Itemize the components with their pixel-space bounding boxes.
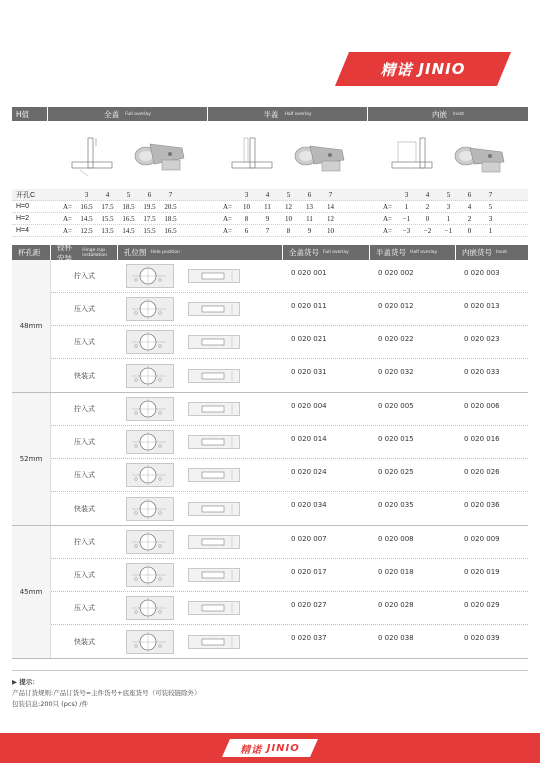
full-overlay-code: 0 020 004	[291, 402, 327, 410]
mount-type: 压入式	[74, 438, 95, 446]
group-half-overlay-header: 半盖 Half overlay	[208, 107, 368, 121]
full-overlay-code: 0 020 011	[291, 302, 327, 310]
table-row	[51, 393, 528, 426]
cup-hole-diagram-icon	[126, 530, 174, 554]
mounting-plate-diagram-icon	[188, 535, 240, 549]
brand-banner	[335, 52, 511, 86]
full-overlay-code: 0 020 024	[291, 468, 327, 476]
mounting-plate-diagram-icon	[188, 468, 240, 482]
overlay-spec-header	[12, 107, 528, 121]
cup-hole-diagram-icon	[126, 297, 174, 321]
article-number-table	[12, 242, 528, 659]
hole-position-cell	[118, 260, 283, 292]
full-overlay-code: 0 020 037	[291, 634, 327, 642]
full-overlay-hinge-image	[132, 134, 186, 176]
hole-position-cell	[118, 592, 283, 624]
table-row	[51, 359, 528, 392]
half-overlay-code: 0 020 032	[378, 368, 414, 376]
table-row	[51, 559, 528, 592]
inset-code: 0 020 033	[464, 368, 500, 376]
mount-type: 压入式	[74, 604, 95, 612]
inset-images	[368, 121, 528, 189]
table-row	[51, 326, 528, 359]
cup-hole-diagram-icon	[126, 397, 174, 421]
cup-distance-block	[12, 260, 528, 393]
table-row	[51, 260, 528, 293]
group-inset-header: 内嵌 Inset	[431, 109, 465, 119]
cup-installation-header: 铰杯安装 Hinge cup installation	[51, 245, 118, 260]
inset-code: 0 020 003	[464, 269, 500, 277]
half-overlay-code: 0 020 022	[378, 335, 414, 343]
notes-title: ▶ 提示：	[12, 678, 39, 686]
overlay-spec-table	[12, 107, 528, 237]
inset-code: 0 020 013	[464, 302, 500, 310]
full-overlay-diagram-icon	[70, 132, 114, 178]
hole-position-cell	[118, 459, 283, 491]
mounting-plate-diagram-icon	[188, 601, 240, 615]
half-overlay-code: 0 020 015	[378, 435, 414, 443]
full-overlay-code: 0 020 014	[291, 435, 327, 443]
cup-hole-diagram-icon	[126, 264, 174, 288]
hole-position-cell	[118, 492, 283, 525]
inset-code: 0 020 023	[464, 335, 500, 343]
table-row	[51, 293, 528, 326]
cup-distance-label: 52mm	[12, 393, 51, 525]
inset-code: 0 020 006	[464, 402, 500, 410]
overlay-values	[12, 189, 528, 237]
inset-code: 0 020 026	[464, 468, 500, 476]
mounting-plate-diagram-icon	[188, 335, 240, 349]
hole-position-cell	[118, 625, 283, 658]
half-overlay-diagram-icon	[230, 132, 274, 178]
cup-distance-block	[12, 393, 528, 526]
inset-code: 0 020 016	[464, 435, 500, 443]
c-values-row: 开孔C 3 4 5 6 7 3 4 5 6 7 3 4 5 6 7	[12, 189, 528, 201]
mount-type: 拧入式	[74, 272, 95, 280]
inset-code: 0 020 009	[464, 535, 500, 543]
mount-type: 拧入式	[74, 405, 95, 413]
brand-name-cn: 精诺	[380, 60, 413, 79]
footer-brand-en: JINIO	[266, 742, 300, 754]
hinge-images-row	[12, 121, 528, 189]
h0-values-row: H=0 A= 16.5 17.5 18.5 19.5 20.5 A= 10 11 12 13 14 A= 1 2 3 4 5	[12, 201, 528, 213]
group-full-overlay-header: 全盖 Full overlay	[48, 107, 208, 121]
cup-distance-label: 45mm	[12, 526, 51, 658]
half-overlay-code: 0 020 018	[378, 568, 414, 576]
c-label: 开孔C	[16, 191, 36, 199]
order-rule-note: 产品订货规则:产品订货号=主件货号+底座货号（可装较链除外）	[12, 689, 201, 697]
hole-position-cell	[118, 526, 283, 558]
cup-hole-diagram-icon	[126, 430, 174, 454]
hole-position-header: 孔位图 Hole position	[118, 245, 283, 260]
mounting-plate-diagram-icon	[188, 369, 240, 383]
cup-distance-label: 48mm	[12, 260, 51, 392]
mounting-plate-diagram-icon	[188, 302, 240, 316]
mount-type: 压入式	[74, 338, 95, 346]
h4-values-row: H=4 A= 12.5 13.5 14.5 15.5 16.5 A= 6 7 8 9 10 A= −3 −2 −1 0 1	[12, 225, 528, 237]
inset-code: 0 020 039	[464, 634, 500, 642]
half-overlay-code: 0 020 038	[378, 634, 414, 642]
mount-type: 压入式	[74, 471, 95, 479]
hole-position-cell	[118, 359, 283, 392]
packaging-note: 包装信息:200只 (pcs) /件	[12, 700, 89, 708]
mounting-plate-diagram-icon	[188, 568, 240, 582]
hole-position-cell	[118, 559, 283, 591]
h2-values-row: H=2 A= 14.5 15.5 16.5 17.5 18.5 A= 8 9 10 11 12 A= −1 0 1 2 3	[12, 213, 528, 225]
hole-position-cell	[118, 293, 283, 325]
cup-hole-diagram-icon	[126, 563, 174, 587]
table-row	[51, 592, 528, 625]
mount-type: 快装式	[74, 637, 95, 646]
half-overlay-code-header: 半盖货号 Half overlay	[370, 245, 456, 260]
notes-section	[12, 670, 528, 710]
inset-hinge-image	[452, 134, 506, 176]
article-table-body	[12, 260, 528, 659]
table-row	[51, 426, 528, 459]
inset-code-header: 内嵌货号 Inset	[462, 248, 508, 257]
footer-brand-cn: 精诺	[240, 744, 263, 756]
mount-type: 快装式	[74, 371, 95, 380]
footer-logo	[222, 739, 318, 757]
brand-name-en: JINIO	[418, 60, 466, 78]
cup-hole-diagram-icon	[126, 364, 174, 388]
mounting-plate-diagram-icon	[188, 402, 240, 416]
inset-code: 0 020 019	[464, 568, 500, 576]
half-overlay-hinge-image	[292, 134, 346, 176]
mount-type: 拧入式	[74, 538, 95, 546]
mount-type: 压入式	[74, 305, 95, 313]
half-overlay-code: 0 020 035	[378, 501, 414, 509]
half-overlay-code: 0 020 025	[378, 468, 414, 476]
full-overlay-code: 0 020 007	[291, 535, 327, 543]
table-row	[51, 526, 528, 559]
hole-position-cell	[118, 426, 283, 458]
full-overlay-code: 0 020 021	[291, 335, 327, 343]
cup-hole-diagram-icon	[126, 330, 174, 354]
full-overlay-code: 0 020 031	[291, 368, 327, 376]
inset-diagram-icon	[390, 132, 434, 178]
footer-bar	[0, 733, 540, 763]
cup-hole-diagram-icon	[126, 596, 174, 620]
inset-code: 0 020 029	[464, 601, 500, 609]
full-overlay-code: 0 020 017	[291, 568, 327, 576]
full-overlay-images	[48, 121, 208, 189]
half-overlay-code: 0 020 012	[378, 302, 414, 310]
table-row	[51, 459, 528, 492]
mounting-plate-diagram-icon	[188, 502, 240, 516]
cup-hole-diagram-icon	[126, 463, 174, 487]
hole-position-cell	[118, 326, 283, 358]
cup-hole-diagram-icon	[126, 630, 174, 654]
cup-distance-block	[12, 526, 528, 659]
mount-type: 快装式	[74, 504, 95, 513]
half-overlay-images	[208, 121, 368, 189]
h-value-header: H值	[12, 107, 48, 121]
mounting-plate-diagram-icon	[188, 435, 240, 449]
full-overlay-code: 0 020 027	[291, 601, 327, 609]
full-overlay-code: 0 020 001	[291, 269, 327, 277]
mounting-plate-diagram-icon	[188, 269, 240, 283]
cup-hole-diagram-icon	[126, 497, 174, 521]
article-table-header	[12, 242, 528, 263]
half-overlay-code: 0 020 028	[378, 601, 414, 609]
inset-code: 0 020 036	[464, 501, 500, 509]
mounting-plate-diagram-icon	[188, 635, 240, 649]
half-overlay-code: 0 020 002	[378, 269, 414, 277]
table-row	[51, 492, 528, 525]
full-overlay-code-header: 全盖货号 Full overlay	[283, 245, 370, 260]
hole-position-cell	[118, 393, 283, 425]
table-row	[51, 625, 528, 658]
half-overlay-code: 0 020 005	[378, 402, 414, 410]
cup-distance-header: 杯孔距	[12, 245, 51, 260]
full-overlay-code: 0 020 034	[291, 501, 327, 509]
half-overlay-code: 0 020 008	[378, 535, 414, 543]
mount-type: 压入式	[74, 571, 95, 579]
